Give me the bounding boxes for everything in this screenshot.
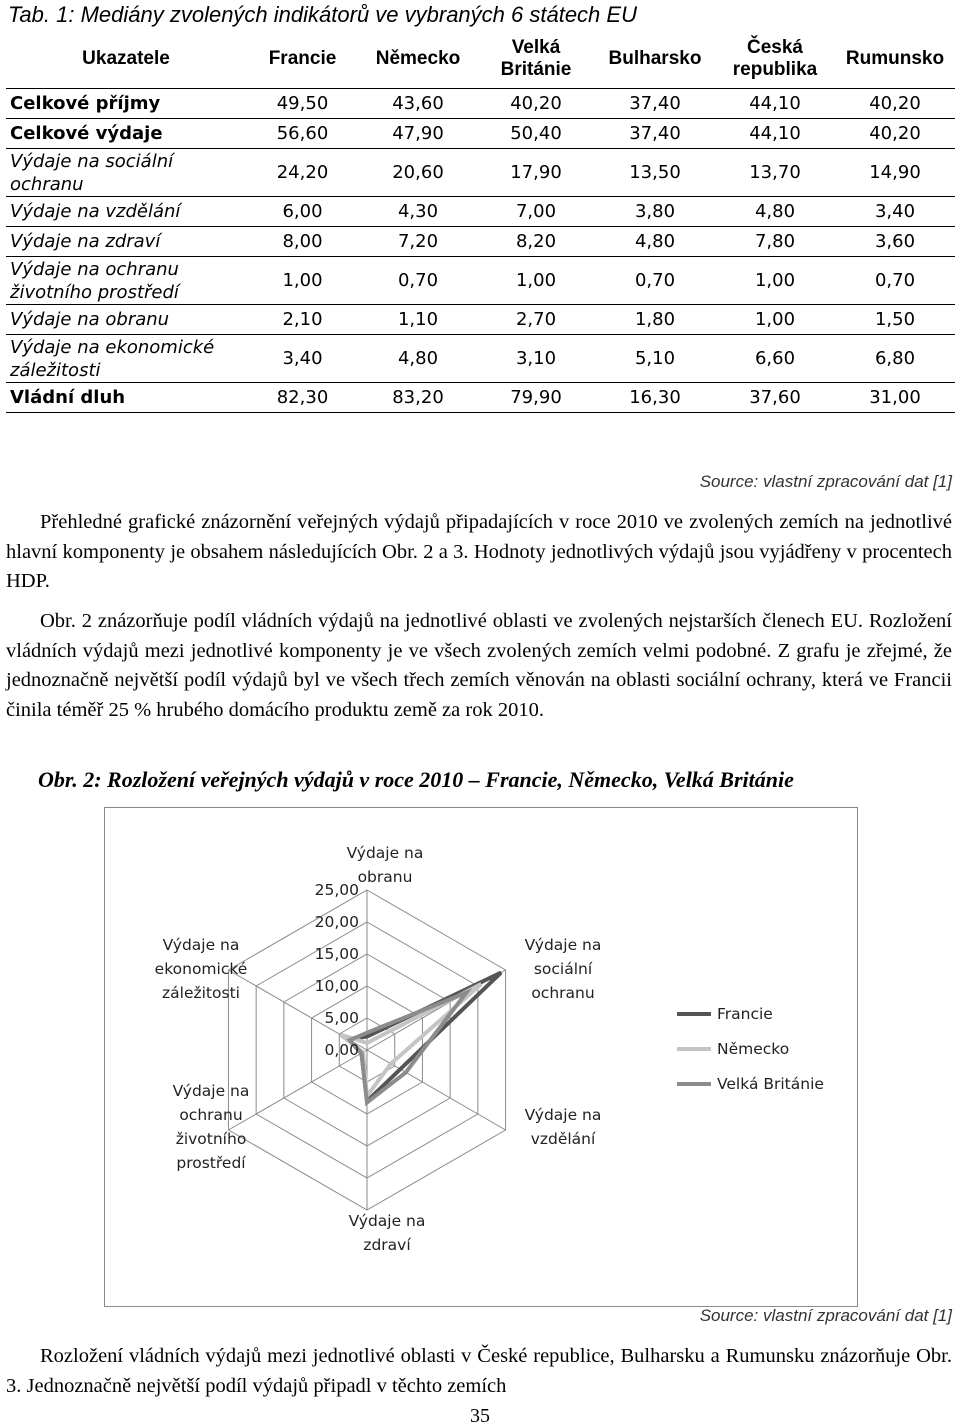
table-cell: 6,80 — [835, 335, 955, 383]
table-cell: 1,80 — [595, 305, 715, 335]
table-row — [6, 197, 955, 227]
table-cell: 49,50 — [246, 89, 359, 119]
table-cell: 14,90 — [835, 149, 955, 197]
header-bulharsko: Bulharsko — [595, 30, 715, 89]
table-cell: 3,80 — [595, 197, 715, 227]
header-nemecko: Německo — [359, 30, 477, 89]
table-cell: 50,40 — [477, 119, 595, 149]
table-cell: 24,20 — [246, 149, 359, 197]
axis-label: Výdaje na vzdělání — [524, 1106, 602, 1148]
table-cell: 43,60 — [359, 89, 477, 119]
table-cell: 5,10 — [595, 335, 715, 383]
paragraph-1: Přehledné grafické znázornění veřejných výdajů připadajících v roce 2010 ve zvolených zemích na jednotlivé hlavní komponenty je obsahem následujících Obr. 2 a 3. Hodnoty jednotlivých výdajů jsou vyjádřeny v procentech HDP. — [6, 511, 952, 592]
table-cell: 56,60 — [246, 119, 359, 149]
table-cell: 16,30 — [595, 383, 715, 413]
radar-chart-frame — [104, 807, 858, 1307]
row-label: Výdaje na sociální ochranu — [6, 149, 246, 197]
table-header-row — [6, 30, 955, 89]
table-cell: 2,70 — [477, 305, 595, 335]
table-row — [6, 149, 955, 197]
table-cell: 47,90 — [359, 119, 477, 149]
table-cell: 40,20 — [835, 89, 955, 119]
table-cell: 7,80 — [715, 227, 835, 257]
table-cell: 8,20 — [477, 227, 595, 257]
table-cell: 1,00 — [715, 257, 835, 305]
table-row — [6, 383, 955, 413]
axis-label: Výdaje na obranu — [346, 844, 424, 886]
table-cell: 6,60 — [715, 335, 835, 383]
table-cell: 1,00 — [477, 257, 595, 305]
table-cell: 2,10 — [246, 305, 359, 335]
radar-spoke — [367, 1050, 506, 1130]
row-label: Výdaje na vzdělání — [6, 197, 246, 227]
table-row — [6, 335, 955, 383]
table-cell: 82,30 — [246, 383, 359, 413]
table-cell: 1,00 — [715, 305, 835, 335]
table-cell: 1,00 — [246, 257, 359, 305]
legend-label: Francie — [717, 1005, 773, 1023]
paragraph-2: Obr. 2 znázorňuje podíl vládních výdajů na jednotlivé oblasti ve zvolených nejstarších členech EU. Rozložení vládních výdajů mezi jednotlivé komponenty je ve všech zvolených zemích velmi podobné. Z grafu je zřejmé, že jednoznačně největší podíl výdajů byl ve všech třech zemích věnován na oblasti sociální ochrany, která ve Francii činila téměř 25 % hrubého domácího produktu země za rok 2010. — [6, 610, 952, 721]
header-francie: Francie — [246, 30, 359, 89]
header-ukazatele: Ukazatele — [6, 30, 246, 89]
legend-label: Velká Británie — [717, 1075, 824, 1093]
table-cell: 6,00 — [246, 197, 359, 227]
table-caption: Tab. 1: Mediány zvolených indikátorů ve vybraných 6 státech EU — [8, 2, 637, 27]
table-cell: 13,50 — [595, 149, 715, 197]
table-cell: 40,20 — [835, 119, 955, 149]
row-label: Celkové příjmy — [6, 89, 246, 119]
table-cell: 4,80 — [359, 335, 477, 383]
table-cell: 0,70 — [359, 257, 477, 305]
row-label: Výdaje na zdraví — [6, 227, 246, 257]
table-row — [6, 257, 955, 305]
table-cell: 1,50 — [835, 305, 955, 335]
paragraph-3: Rozložení vládních výdajů mezi jednotlivé oblasti v České republice, Bulharsku a Rumunsku znázorňuje Obr. 3. Jednoznačně největší podíl výdajů připadl v těchto zemích — [6, 1345, 952, 1397]
axis-label: Výdaje na sociální ochranu — [524, 936, 602, 1002]
header-rumunsko: Rumunsko — [835, 30, 955, 89]
table-cell: 4,80 — [715, 197, 835, 227]
tick-label: 20,00 — [314, 913, 359, 931]
page-number: 35 — [470, 1405, 490, 1427]
table-row — [6, 89, 955, 119]
row-label: Výdaje na ochranu životního prostředí — [6, 257, 246, 305]
table-cell: 31,00 — [835, 383, 955, 413]
figure-caption: Obr. 2: Rozložení veřejných výdajů v roce 2010 – Francie, Německo, Velká Británie — [38, 767, 794, 792]
row-label: Celkové výdaje — [6, 119, 246, 149]
table-cell: 44,10 — [715, 89, 835, 119]
header-velka-britanie: Velká Británie — [477, 30, 595, 89]
table-cell: 17,90 — [477, 149, 595, 197]
table-cell: 37,60 — [715, 383, 835, 413]
table-cell: 0,70 — [595, 257, 715, 305]
table-cell: 3,40 — [246, 335, 359, 383]
table-cell: 3,10 — [477, 335, 595, 383]
table-cell: 0,70 — [835, 257, 955, 305]
tick-label: 25,00 — [314, 881, 359, 899]
header-ceska-republika: Česká republika — [715, 30, 835, 89]
radar-chart — [105, 808, 857, 1306]
table-row — [6, 119, 955, 149]
row-label: Vládní dluh — [6, 383, 246, 413]
axis-label: Výdaje na zdraví — [348, 1212, 426, 1254]
table-cell: 8,00 — [246, 227, 359, 257]
table-cell: 20,60 — [359, 149, 477, 197]
table-cell: 4,80 — [595, 227, 715, 257]
table-cell: 83,20 — [359, 383, 477, 413]
table-cell: 13,70 — [715, 149, 835, 197]
tick-label: 15,00 — [314, 945, 359, 963]
table-cell: 4,30 — [359, 197, 477, 227]
tick-label: 10,00 — [314, 977, 359, 995]
row-label: Výdaje na ekonomické záležitosti — [6, 335, 246, 383]
table-cell: 37,40 — [595, 119, 715, 149]
table-cell: 79,90 — [477, 383, 595, 413]
tick-label: 0,00 — [324, 1041, 359, 1059]
table-row — [6, 305, 955, 335]
indicators-table — [6, 30, 955, 413]
row-label: Výdaje na obranu — [6, 305, 246, 335]
table-cell: 1,10 — [359, 305, 477, 335]
table-cell: 3,60 — [835, 227, 955, 257]
table-source: Source: vlastní zpracování dat [1] — [699, 472, 952, 491]
axis-label: Výdaje na ochranu životního prostředí — [172, 1082, 250, 1172]
axis-label: Výdaje na ekonomické záležitosti — [154, 936, 248, 1002]
table-cell: 40,20 — [477, 89, 595, 119]
legend-label: Německo — [717, 1040, 790, 1058]
table-cell: 44,10 — [715, 119, 835, 149]
table-cell: 7,00 — [477, 197, 595, 227]
table-cell: 7,20 — [359, 227, 477, 257]
table-row — [6, 227, 955, 257]
figure-source: Source: vlastní zpracování dat [1] — [699, 1306, 952, 1325]
table-cell: 37,40 — [595, 89, 715, 119]
tick-label: 5,00 — [324, 1009, 359, 1027]
table-cell: 3,40 — [835, 197, 955, 227]
